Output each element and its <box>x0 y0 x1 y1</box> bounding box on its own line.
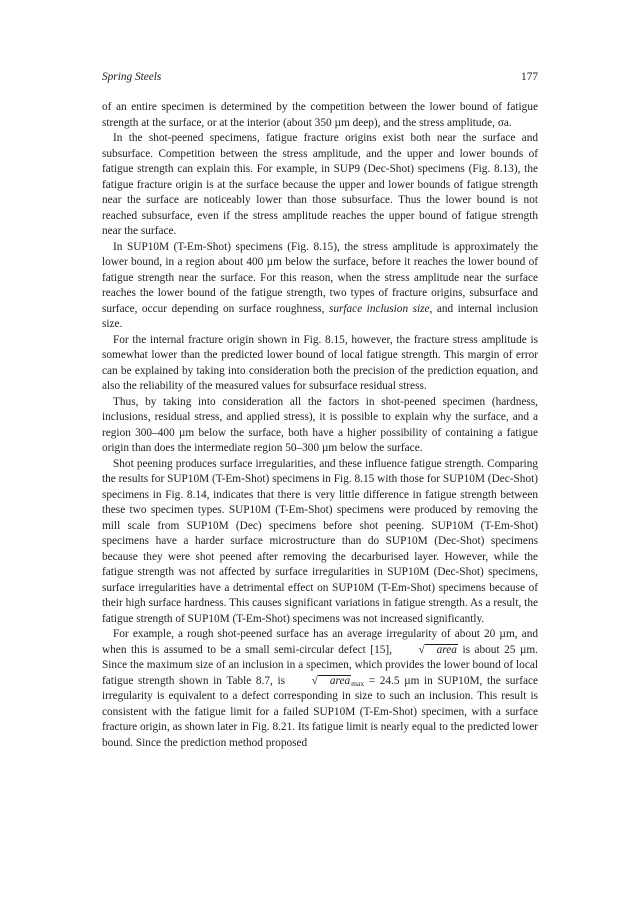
paragraph-6: Shot peening produces surface irregularities, and these influence fatigue strength. Comparing the results for SUP10M (T-Em-Shot) specimens in Fig. 8.15 with those for SUP10M (Dec-Shot) specimens in Fig. 8.14, indicates that there is very little difference in fatigue strength between these two specimen types. SUP10M (T-Em-Shot) specimens were produced by removing the mill scale from SUP10M (Dec) specimens before shot peening. SUP10M (T-Em-Shot) specimens have a harder surface microstructure than do SUP10M (Dec-Shot) specimens because they were shot peened after removing the decarburised layer. However, while the fatigue strength was not affected by surface irregularities in SUP10M (Dec-Shot) specimens, surface irregularities have a detrimental effect on SUP10M (T-Em-Shot) specimens because of their high surface hardness. This causes significant variations in fatigue strength. As a result, the fatigue strength of SUP10M (T-Em-Shot) specimens was not increased significantly. <box>102 457 538 625</box>
paragraph-7 <box>102 627 538 751</box>
sqrt-symbol-2: √ <box>311 674 318 687</box>
paragraph-5: Thus, by taking into consideration all the factors in shot-peened specimen (hardness, inclusions, residual stress, and applied stress), it is possible to explain why the surface, and a region 300–400 µm below the surface, both have a higher possibility of containing a fatigue origin than does the intermediate region 50–300 µm below the surface. <box>102 395 538 454</box>
sqrt-area-term-2: area <box>318 675 351 687</box>
page-header <box>102 71 538 87</box>
running-title: Spring Steels <box>102 71 162 83</box>
paragraph-3-italic: surface inclusion size, <box>328 302 433 315</box>
paragraph-2: In the shot-peened specimens, fatigue fracture origins exist both near the surface and subsurface. Competition between the stress amplitude, and the upper and lower bounds of fatigue strength can explain this. For example, in SUP9 (Dec-Shot) specimens (Fig. 8.13), the fatigue fracture origin is at the surface because the upper and lower bounds of fatigue strength near the surface are noticeably lower than those subsurface. Thus the lower bound is not reached subsurface, even if the stress amplitude reaches the upper bound of fatigue strength near the surface. <box>102 132 538 237</box>
paragraph-3-text-b: and internal inclusion size. <box>102 302 539 330</box>
body-text <box>102 100 538 751</box>
paragraph-1: of an entire specimen is determined by the competition between the lower bound of fatigue strength at the surface, or at the interior (about 350 µm deep), and the stress amplitude, σa. <box>102 101 538 129</box>
max-subscript: max <box>351 678 365 688</box>
sqrt-area-max-formula <box>290 674 364 690</box>
sqrt-symbol: √ <box>418 643 425 656</box>
paragraph-7-text-a: For example, a rough shot-peened surface has an average irregularity of about 20 µm, and when this is assumed to be a small semi-circular defect [15], <box>102 628 538 656</box>
paragraph-7-text-b: is about 25 µm. Since the maximum size of an inclusion in a specimen, which provides the lower bound of local fatigue strength shown in Table 8.7, is <box>102 643 538 687</box>
sqrt-area-term: area <box>425 644 458 656</box>
paragraph-7-text-c: = 24.5 µm in SUP10M, the surface irregularity is equivalent to a defect corresponding in size to such an inclusion. This result is consistent with the fatigue limit for a failed SUP10M (T-Em-Shot) specimen, with a surface fracture origin, as shown later in Fig. 8.21. Its fatigue limit is nearly equal to the predicted lower bound. Since the prediction method proposed <box>102 674 539 749</box>
paragraph-3 <box>102 240 538 333</box>
paragraph-4: For the internal fracture origin shown in Fig. 8.15, however, the fracture stress amplitude is somewhat lower than the predicted lower bound of local fatigue strength. This margin of error can be explained by taking into consideration both the precision of the prediction equation, and also the reliability of the measured values for subsurface residual stress. <box>102 333 538 392</box>
sqrt-area-formula <box>396 643 458 659</box>
paragraph-3-text-a: In SUP10M (T-Em-Shot) specimens (Fig. 8.15), the stress amplitude is approximately the lower bound, in a region about 400 µm below the surface, before it reaches the lower bound of fatigue strength near the surface. For this reason, when the stress amplitude near the surface reaches the lower bound of the fatigue strength, two types of fracture origins, subsurface and surface, occur depending on surface roughness, <box>102 240 538 315</box>
page-number: 177 <box>521 71 538 83</box>
